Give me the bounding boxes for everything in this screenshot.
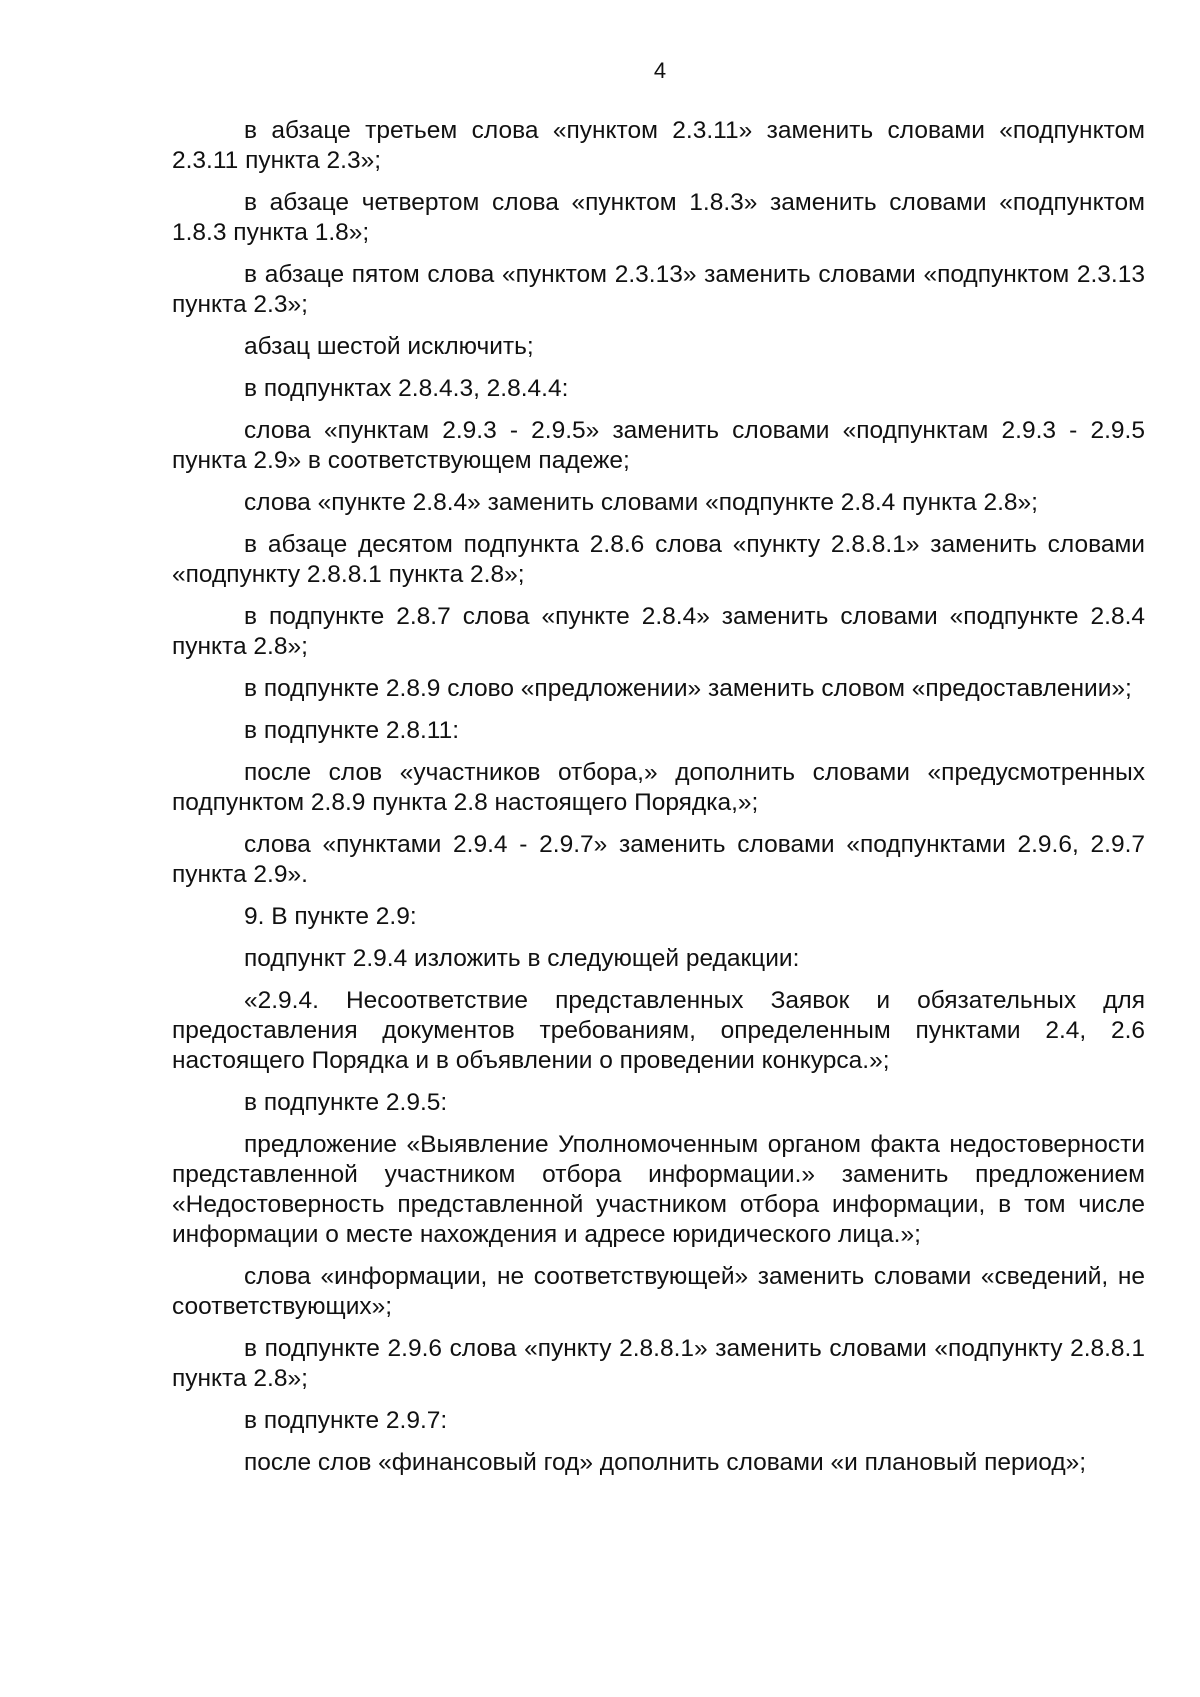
paragraph-17: в подпункте 2.9.5:: [244, 1089, 448, 1116]
page-number: 4: [653, 58, 667, 83]
paragraph-11: в подпункте 2.8.11:: [244, 717, 459, 744]
paragraph-10: в подпункте 2.8.9 слово «предложении» заменить словом «предоставлении»;: [244, 675, 1132, 702]
document-body: [172, 116, 1145, 1490]
paragraph-22: после слов «финансовый год» дополнить словами «и плановый период»;: [244, 1449, 1087, 1476]
paragraph-15: подпункт 2.9.4 изложить в следующей редакции:: [244, 945, 800, 972]
paragraph-13: слова «пунктами 2.9.4 - 2.9.7» заменить словами «подпунктами 2.9.6, 2.9.7 пункта 2.9».: [172, 831, 1145, 888]
paragraph-3: в абзаце пятом слова «пунктом 2.3.13» заменить словами «подпунктом 2.3.13 пункта 2.3»;: [172, 261, 1145, 318]
paragraph-2: в абзаце четвертом слова «пунктом 1.8.3» заменить словами «подпунктом 1.8.3 пункта 1.8»;: [172, 189, 1145, 246]
paragraph-9: в подпункте 2.8.7 слова «пункте 2.8.4» заменить словами «подпункте 2.8.4 пункта 2.8»;: [172, 603, 1145, 660]
paragraph-4: абзац шестой исключить;: [244, 333, 534, 360]
paragraph-20: в подпункте 2.9.6 слова «пункту 2.8.8.1» заменить словами «подпункту 2.8.8.1 пункта 2.8»;: [172, 1335, 1145, 1392]
paragraph-7: слова «пункте 2.8.4» заменить словами «подпункте 2.8.4 пункта 2.8»;: [244, 489, 1038, 516]
paragraph-5: в подпунктах 2.8.4.3, 2.8.4.4:: [244, 375, 569, 402]
paragraph-18: предложение «Выявление Уполномоченным органом факта недостоверности представленной участником отбора информации.» заменить предложением «Недостоверность представленной участником отбора информации, в том числе информации о месте нахождения и адресе юридического лица.»;: [172, 1131, 1145, 1248]
paragraph-12: после слов «участников отбора,» дополнить словами «предусмотренных подпунктом 2.8.9 пункта 2.8 настоящего Порядка,»;: [172, 759, 1145, 816]
paragraph-8: в абзаце десятом подпункта 2.8.6 слова «пункту 2.8.8.1» заменить словами «подпункту 2.8.8.1 пункта 2.8»;: [172, 531, 1145, 588]
paragraph-16: «2.9.4. Несоответствие представленных Заявок и обязательных для предоставления документов требованиям, определенным пунктами 2.4, 2.6 настоящего Порядка и в объявлении о проведении конкурса.»;: [172, 987, 1145, 1074]
paragraph-21: в подпункте 2.9.7:: [244, 1407, 448, 1434]
paragraph-6: слова «пунктам 2.9.3 - 2.9.5» заменить словами «подпунктам 2.9.3 - 2.9.5 пункта 2.9» в соответствующем падеже;: [172, 417, 1145, 474]
paragraph-19: слова «информации, не соответствующей» заменить словами «сведений, не соответствующих»;: [172, 1263, 1145, 1320]
paragraph-1: в абзаце третьем слова «пунктом 2.3.11» заменить словами «подпунктом 2.3.11 пункта 2.3»;: [172, 117, 1145, 174]
paragraph-14: 9. В пункте 2.9:: [244, 903, 417, 930]
